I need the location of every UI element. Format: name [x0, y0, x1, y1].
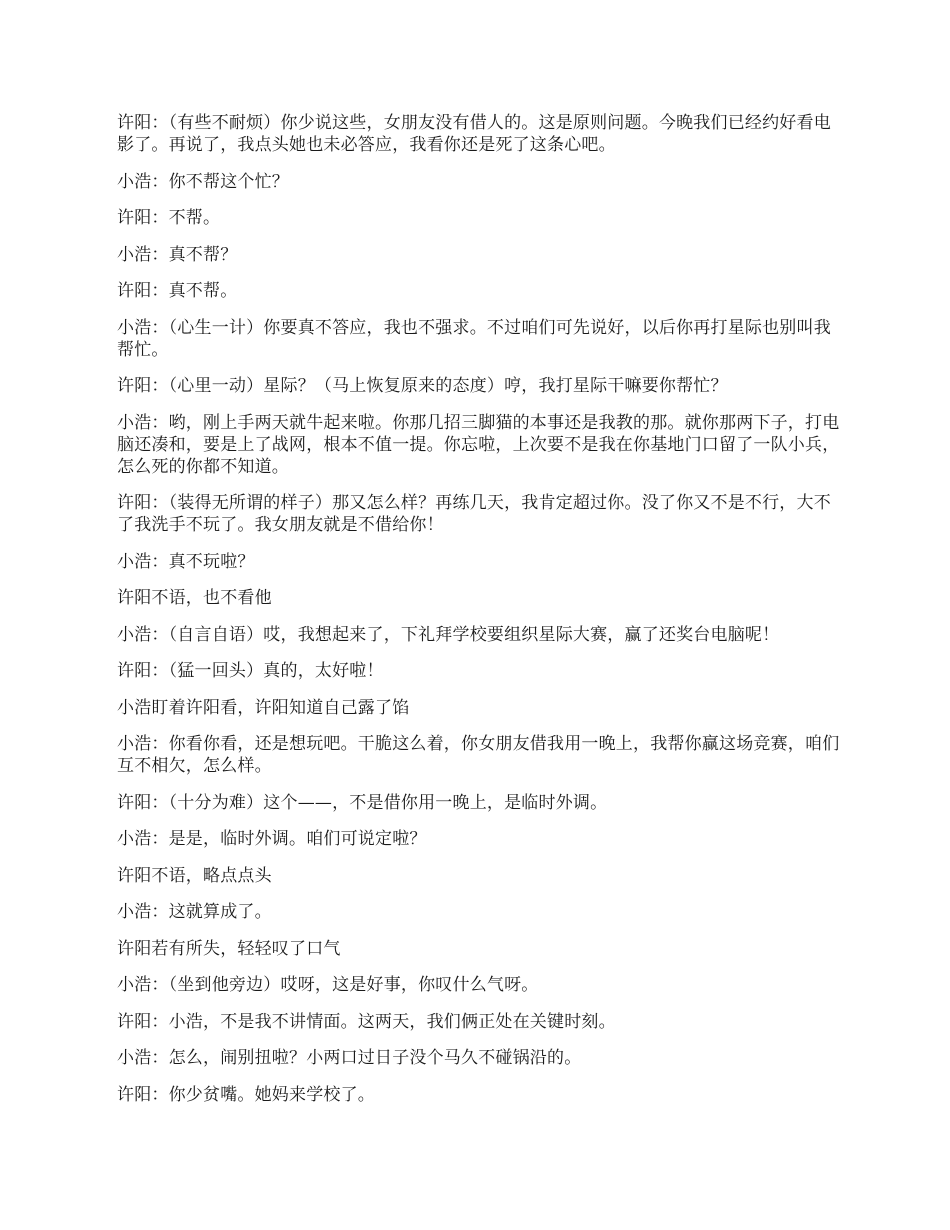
paragraph: 小浩：是是，临时外调。咱们可说定啦？	[117, 829, 427, 849]
paragraph: 小浩：哟，刚上手两天就牛起来啦。你那几招三脚猫的本事还是我教的那。就你那两下子，打电脑还凑和，要是上了战网，根本不值一提。你忘啦，上次要不是我在你基地门口留了一队小兵，怎么死的你都不知道。	[117, 412, 840, 477]
paragraph: 许阳：你少贫嘴。她妈来学校了。	[117, 1084, 375, 1105]
paragraph: 许阳不语，也不看他	[117, 588, 272, 608]
paragraph: 小浩：（自言自语）哎，我想起来了，下礼拜学校要组织星际大赛，赢了还奖台电脑呢！	[117, 624, 780, 645]
paragraph: 许阳：不帮。	[117, 208, 221, 228]
document-body	[117, 112, 842, 1120]
paragraph: 小浩：（坐到他旁边）哎呀，这是好事，你叹什么气呀。	[117, 975, 539, 995]
paragraph: 小浩盯着许阳看，许阳知道自己露了馅	[117, 697, 410, 718]
paragraph: 小浩：真不帮？	[117, 244, 238, 265]
paragraph: 小浩：你看你看，还是想玩吧。干脆这么着，你女朋友借我用一晚上，我帮你赢这场竞赛，咱们互不相欠，怎么样。	[117, 734, 840, 776]
paragraph: 许阳：（心里一动）星际？（马上恢复原来的态度）哼，我打星际干嘛要你帮忙？	[117, 376, 728, 396]
paragraph: 小浩：怎么，闹别扭啦？小两口过日子没个马久不碰锅沿的。	[117, 1048, 582, 1068]
paragraph: 小浩：你不帮这个忙？	[117, 171, 289, 192]
paragraph: 许阳：真不帮。	[117, 281, 238, 301]
paragraph: 小浩：真不玩啦？	[117, 551, 255, 572]
paragraph: 许阳不语，略点点头	[117, 865, 272, 886]
paragraph: 许阳若有所失，轻轻叹了口气	[117, 938, 341, 959]
paragraph: 小浩：这就算成了。	[117, 902, 272, 922]
paragraph: 许阳：（装得无所谓的样子）那又怎么样？再练几天，我肯定超过你。没了你又不是不行，大不了我洗手不玩了。我女朋友就是不借给你！	[117, 493, 831, 535]
paragraph: 许阳：（猛一回头）真的，太好啦！	[117, 661, 384, 681]
paragraph: 小浩：（心生一计）你要真不答应，我也不强求。不过咱们可先说好，以后你再打星际也别叫我帮忙。	[117, 317, 831, 360]
paragraph: 许阳：（有些不耐烦）你少说这些，女朋友没有借人的。这是原则问题。今晚我们已经约好看电影了。再说了，我点头她也未必答应，我看你还是死了这条心吧。	[117, 113, 831, 155]
paragraph: 许阳：（十分为难）这个——，不是借你用一晚上，是临时外调。	[117, 792, 608, 813]
paragraph: 许阳：小浩，不是我不讲情面。这两天，我们俩正处在关键时刻。	[117, 1011, 616, 1032]
